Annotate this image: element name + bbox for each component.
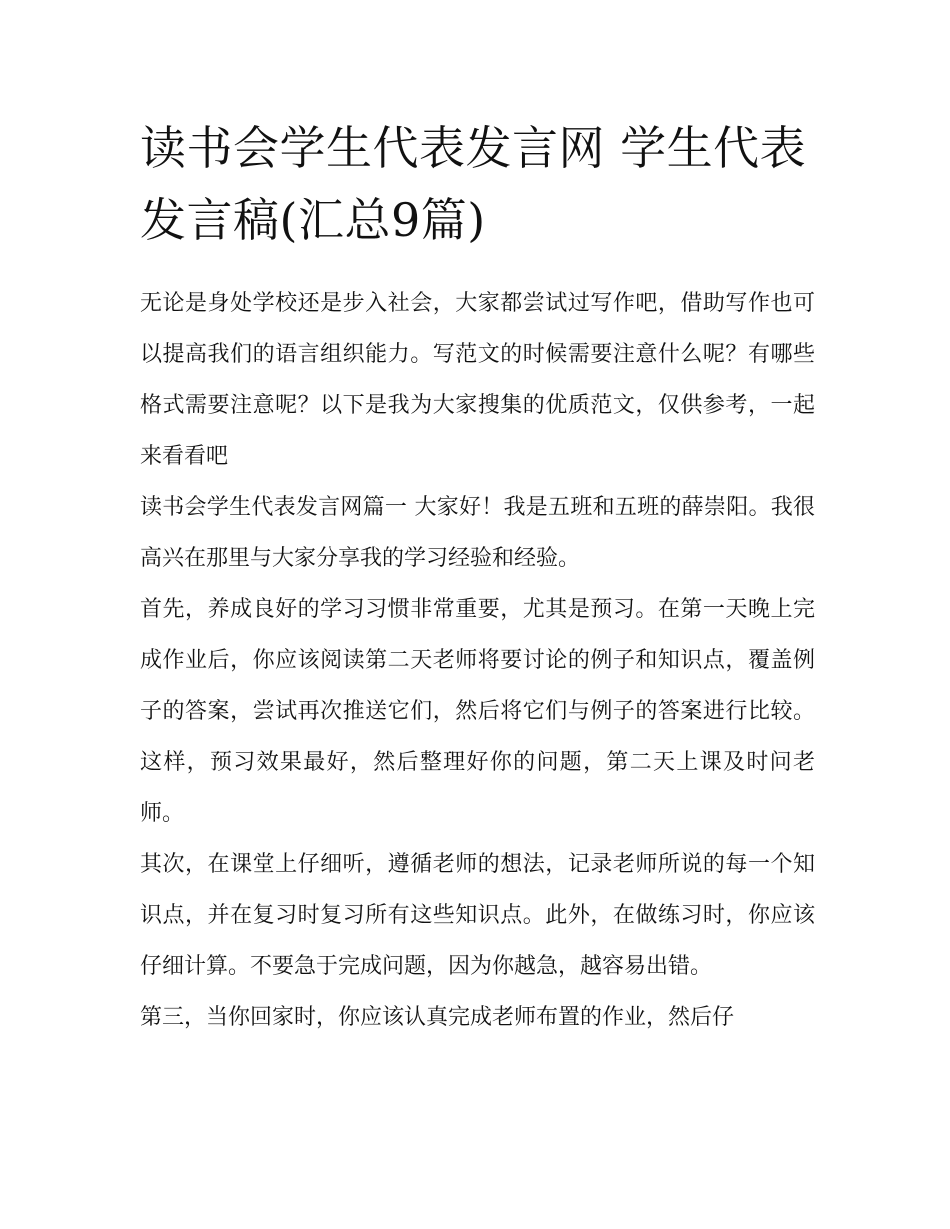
- first-point-paragraph: 首先，养成良好的学习习惯非常重要，尤其是预习。在第一天晚上完成作业后，你应该阅读第二天老师将要讨论的例子和知识点，覆盖例子的答案，尝试再次推送它们，然后将它们与例子的答案进行比较。这样，预习效果最好，然后整理好你的问题，第二天上课及时问老师。: [140, 597, 815, 826]
- document-body: [140, 278, 815, 1043]
- section-one-opening-paragraph: 读书会学生代表发言网篇一 大家好！我是五班和五班的薛崇阳。我很高兴在那里与大家分享我的学习经验和经验。: [140, 495, 815, 571]
- document-title: 读书会学生代表发言网 学生代表发言稿(汇总9篇): [140, 121, 807, 247]
- third-point-paragraph: 第三，当你回家时，你应该认真完成老师布置的作业，然后仔: [140, 1005, 735, 1030]
- intro-paragraph: 无论是身处学校还是步入社会，大家都尝试过写作吧，借助写作也可以提高我们的语言组织能力。写范文的时候需要注意什么呢？有哪些格式需要注意呢？以下是我为大家搜集的优质范文，仅供参考，一起来看看吧: [140, 291, 815, 469]
- second-point-paragraph: 其次，在课堂上仔细听，遵循老师的想法，记录老师所说的每一个知识点，并在复习时复习所有这些知识点。此外，在做练习时，你应该仔细计算。不要急于完成问题，因为你越急，越容易出错。: [140, 852, 815, 979]
